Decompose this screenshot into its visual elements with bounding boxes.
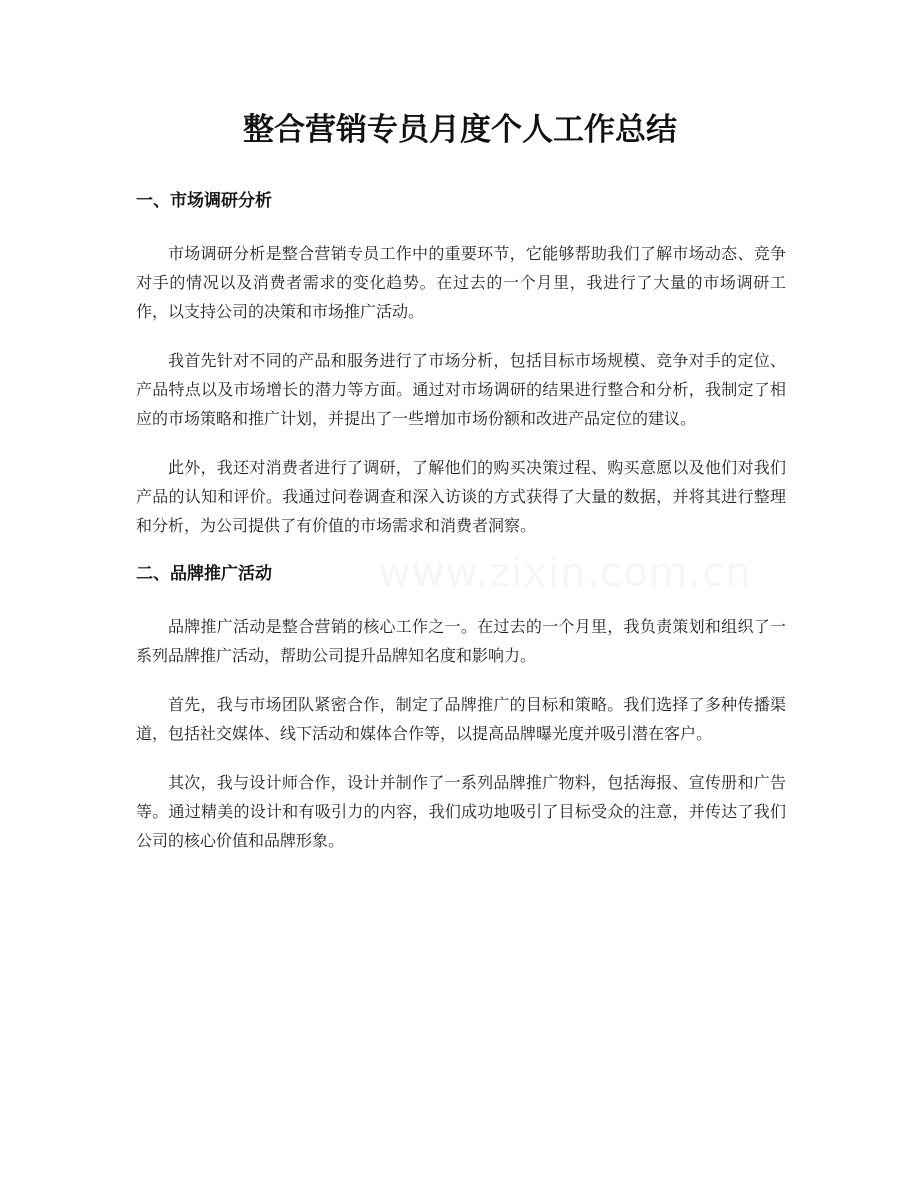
paragraph: 我首先针对不同的产品和服务进行了市场分析，包括目标市场规模、竞争对手的定位、产品特点以及市场增长的潜力等方面。通过对市场调研的结果进行整合和分析，我制定了相应的市场策略和推广计划，并提出了一些增加市场份额和改进产品定位的建议。 [136,351,786,428]
paragraph: 此外，我还对消费者进行了调研，了解他们的购买决策过程、购买意愿以及他们对我们产品的认知和评价。我通过问卷调查和深入访谈的方式获得了大量的数据，并将其进行整理和分析，为公司提供了有价值的市场需求和消费者洞察。 [136,458,786,535]
paragraph: 其次，我与设计师合作，设计并制作了一系列品牌推广物料，包括海报、宣传册和广告等。通过精美的设计和有吸引力的内容，我们成功地吸引了目标受众的注意，并传达了我们公司的核心价值和品牌形象。 [136,773,786,850]
section-heading: 二、品牌推广活动 [136,564,272,584]
document-body [136,185,786,855]
paragraph: 市场调研分析是整合营销专员工作中的重要环节，它能够帮助我们了解市场动态、竞争对手的情况以及消费者需求的变化趋势。在过去的一个月里，我进行了大量的市场调研工作，以支持公司的决策和市场推广活动。 [136,244,786,321]
paragraph: 品牌推广活动是整合营销的核心工作之一。在过去的一个月里，我负责策划和组织了一系列品牌推广活动，帮助公司提升品牌知名度和影响力。 [136,617,786,665]
page-title: 整合营销专员月度个人工作总结 [243,112,677,148]
section-heading: 一、市场调研分析 [136,191,272,211]
section-market-research [136,185,786,540]
paragraph: 首先，我与市场团队紧密合作，制定了品牌推广的目标和策略。我们选择了多种传播渠道，包括社交媒体、线下活动和媒体合作等，以提高品牌曝光度并吸引潜在客户。 [136,695,786,743]
section-brand-promotion [136,558,786,855]
